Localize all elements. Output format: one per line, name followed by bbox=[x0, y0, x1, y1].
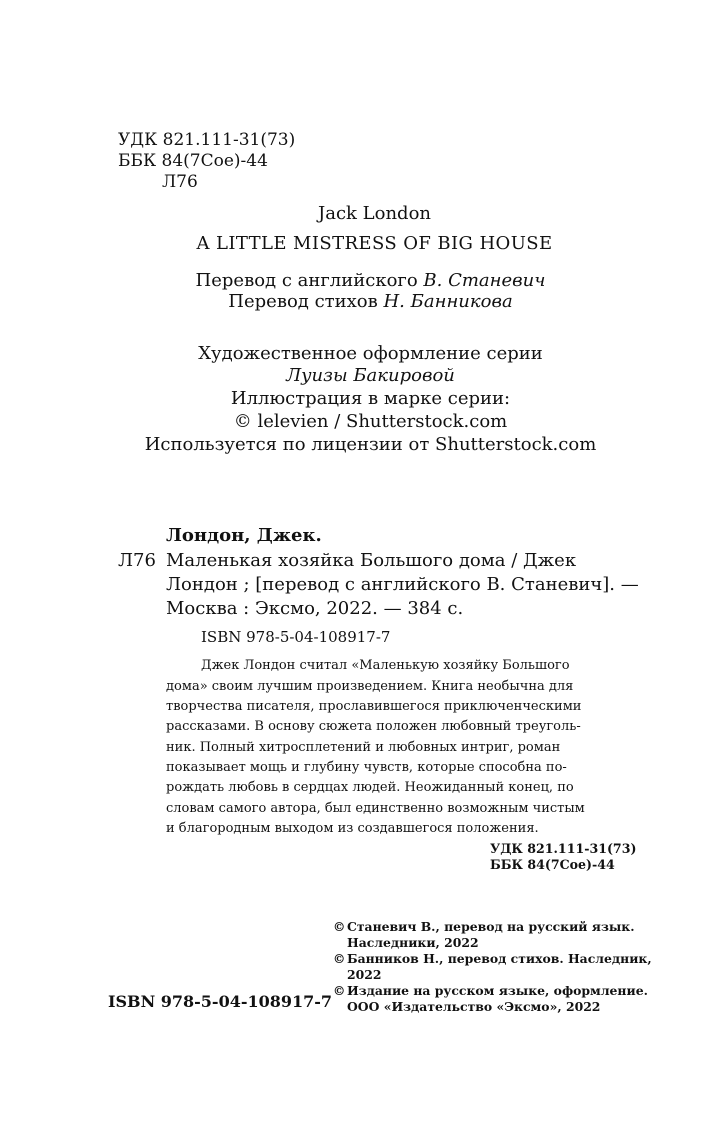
translator-name: В. Станевич bbox=[423, 270, 546, 291]
illustration-source: © lelevien / Shutterstock.com bbox=[233, 411, 508, 432]
copyright-line: Издание на русском языке, оформление. bbox=[347, 983, 648, 998]
original-author: Jack London bbox=[318, 203, 431, 224]
annotation-line-2: дома» своим лучшим произведением. Книга необычна для bbox=[166, 679, 574, 694]
author-code: Л76 bbox=[162, 172, 198, 192]
annotation-line-5: ник. Полный хитросплетений и любовных интриг, роман bbox=[166, 740, 561, 755]
original-title: A LITTLE MISTRESS OF BIG HOUSE bbox=[196, 233, 553, 254]
copyright-item bbox=[333, 983, 663, 1015]
annotation-line-1: Джек Лондон считал «Маленькую хозяйку Большого bbox=[201, 658, 570, 673]
catalog-heading: Лондон, Джек. bbox=[166, 525, 322, 546]
translation-prefix: Перевод с английского bbox=[195, 270, 424, 291]
copyright-line: ООО «Издательство «Эксмо», 2022 bbox=[347, 999, 601, 1014]
annotation-line-7: рождать любовь в сердцах людей. Неожиданный конец, по bbox=[166, 780, 574, 795]
illustration-line: Иллюстрация в марке серии: bbox=[230, 388, 511, 409]
catalog-isbn: ISBN 978-5-04-108917-7 bbox=[201, 628, 391, 646]
copyright-symbol: © bbox=[333, 951, 346, 966]
bbk-code: ББК 84(7Сое)-44 bbox=[118, 151, 268, 171]
annotation-line-3: творчества писателя, прославившегося приключенческими bbox=[166, 699, 582, 714]
poems-translator-name: Н. Банникова bbox=[383, 291, 513, 312]
annotation-line-8: словам самого автора, был единственно возможным чистым bbox=[166, 801, 585, 816]
copyright-line: Банников Н., перевод стихов. Наследник, bbox=[347, 951, 652, 966]
catalog-line-1: Маленькая хозяйка Большого дома / Джек bbox=[166, 550, 577, 571]
design-credit-line: Художественное оформление серии bbox=[198, 343, 543, 364]
copyright-block bbox=[333, 919, 663, 1015]
catalog-line-2: Лондон ; [перевод с английского В. Станевич]. — bbox=[166, 574, 639, 595]
copyright-line: Станевич В., перевод на русский язык. bbox=[347, 919, 635, 934]
poems-translation-credit bbox=[16, 291, 709, 313]
annotation-line-9: и благородным выходом из создавшегося положения. bbox=[166, 821, 539, 836]
translation-credit bbox=[16, 270, 709, 292]
copyright-symbol: © bbox=[333, 919, 346, 934]
catalog-line-3: Москва : Эксмо, 2022. — 384 с. bbox=[166, 598, 464, 619]
footer-isbn: ISBN 978-5-04-108917-7 bbox=[108, 992, 333, 1011]
annotation-udk: УДК 821.111-31(73) bbox=[490, 841, 637, 856]
copyright-symbol: © bbox=[333, 983, 346, 998]
udk-code: УДК 821.111-31(73) bbox=[118, 130, 296, 150]
copyright-item bbox=[333, 951, 663, 983]
designer-name: Луизы Бакировой bbox=[286, 365, 455, 386]
poems-prefix: Перевод стихов bbox=[228, 291, 384, 312]
catalog-code: Л76 bbox=[118, 550, 156, 571]
annotation-line-4: рассказами. В основу сюжета положен любовный треуголь- bbox=[166, 719, 581, 734]
copyright-item bbox=[333, 919, 663, 951]
copyright-line: 2022 bbox=[347, 967, 382, 982]
annotation-line-6: показывает мощь и глубину чувств, которые способна по- bbox=[166, 760, 567, 775]
license-line: Используется по лицензии от Shutterstock.com bbox=[144, 434, 597, 455]
copyright-line: Наследники, 2022 bbox=[347, 935, 479, 950]
annotation-bbk: ББК 84(7Сое)-44 bbox=[490, 857, 615, 872]
